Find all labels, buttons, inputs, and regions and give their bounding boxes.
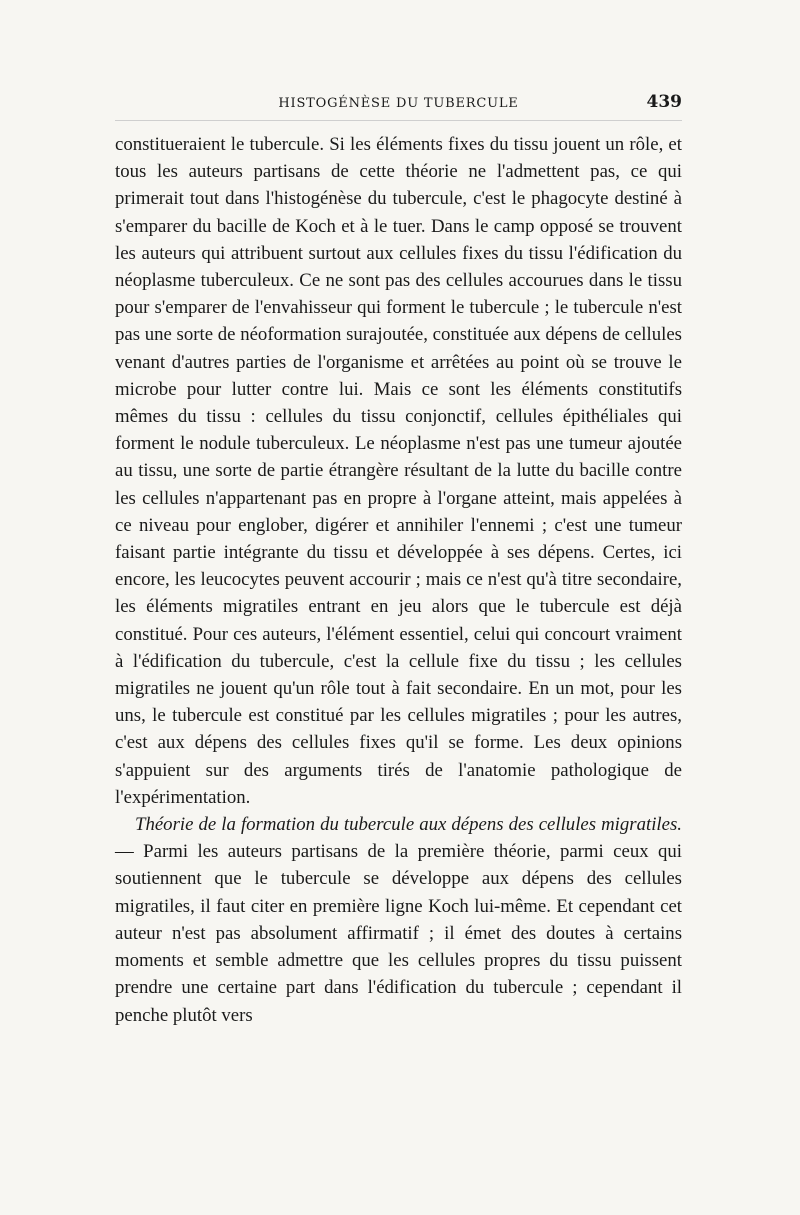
book-page [115,92,682,1029]
running-header [115,92,682,121]
paragraph [115,131,682,811]
running-title: HISTOGÉNÈSE DU TUBERCULE [278,96,519,111]
section-heading: Théorie de la formation du tubercule aux dépens des cellules migratiles. [135,814,682,836]
page-number: 439 [646,92,682,112]
paragraph-text: — Parmi les auteurs partisans de la première théorie, parmi ceux qui soutiennent que le tubercule se développe aux dépens des cellules migratiles, il faut citer en première ligne Koch lui-même. Et cependant cet auteur n'est pas absolument affirmatif ; il émet des doutes à certains moments et semble admettre que les cellules propres du tissu puissent prendre une certaine part dans l'édification du tubercule ; cependant il penche plutôt vers [115,841,682,1026]
body-text [115,131,682,1029]
paragraph [115,811,682,1029]
paragraph-text: constitueraient le tubercule. Si les éléments fixes du tissu jouent un rôle, et tous les auteurs partisans de cette théorie ne l'admettent pas, ce qui primerait tout dans l'histogénèse du tubercule, c'est le phagocyte destiné à s'emparer du bacille de Koch et à le tuer. Dans le camp opposé se trouvent les auteurs qui attribuent surtout aux cellules fixes du tissu l'édification du néoplasme tuberculeux. Ce ne sont pas des cellules accourues dans le tissu pour s'emparer de l'envahisseur qui forment le tubercule ; le tubercule n'est pas une sorte de néoformation surajoutée, constituée aux dépens de cellules venant d'autres parties de l'organisme et arrêtées au point où se trouve le microbe pour lutter contre lui. Mais ce sont les éléments constitutifs mêmes du tissu : cellules du tissu conjonctif, cellules épithéliales qui forment le nodule tuberculeux. Le néoplasme n'est pas une tumeur ajoutée au tissu, une sorte de partie étrangère résultant de la lutte du bacille contre les cellules n'appartenant pas en propre à l'organe atteint, mais appelées à ce niveau pour englober, digérer et annihiler l'ennemi ; c'est une tumeur faisant partie intégrante du tissu et développée à ses dépens. Certes, ici encore, les leucocytes peuvent accourir ; mais ce n'est qu'à titre secondaire, les éléments migratiles entrant en jeu alors que le tubercule est déjà constitué. Pour ces auteurs, l'élément essentiel, celui qui concourt vraiment à l'édification du tubercule, c'est la cellule fixe du tissu ; les cellules migratiles ne jouent qu'un rôle tout à fait secondaire. En un mot, pour les uns, le tubercule est constitué par les cellules migratiles ; pour les autres, c'est aux dépens des cellules fixes qu'il se forme. Les deux opinions s'appuient sur des arguments tirés de l'anatomie pathologique de l'expérimentation. [115,134,682,808]
